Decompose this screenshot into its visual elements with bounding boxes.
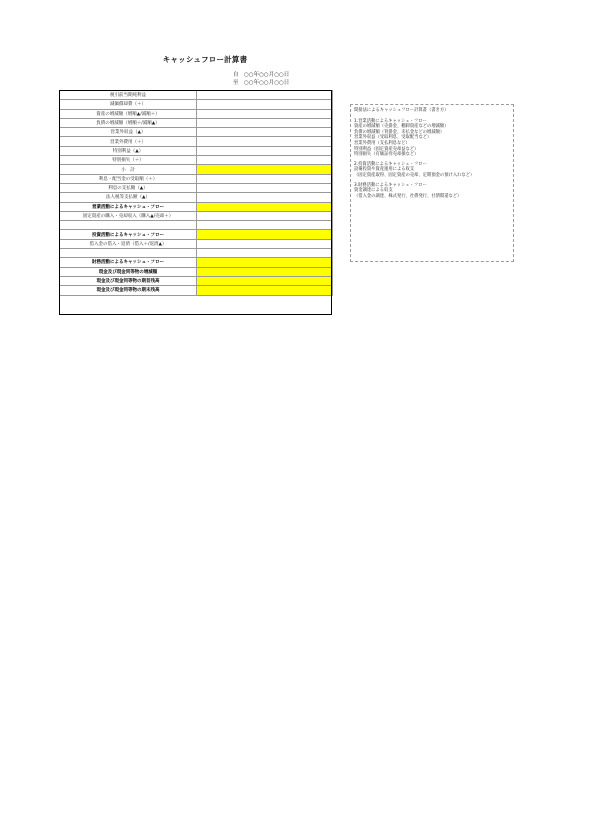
period-range	[233, 71, 289, 87]
row-label: 現金及び現金同等物の期首残高	[60, 276, 197, 285]
row-label: 特別利益（▲）	[60, 146, 197, 155]
table-row	[60, 193, 333, 202]
row-label: 財務活動によるキャッシュ・フロー	[60, 258, 197, 267]
table-row	[60, 239, 333, 248]
table-row	[60, 91, 333, 100]
amount-cell[interactable]	[197, 100, 333, 109]
amount-cell[interactable]	[197, 239, 333, 248]
row-label: 営業活動によるキャッシュ・フロー	[60, 202, 197, 211]
table-row	[60, 165, 333, 174]
row-label: 資産の増減額（増額▲/減額＋）	[60, 109, 197, 118]
instructions-section	[354, 183, 510, 200]
instructions-line: （借入金の調達、株式発行、社債発行、社債償還など）	[354, 193, 462, 199]
instructions-line: 設備投資や資産運用による収支	[354, 167, 415, 173]
amount-cell[interactable]	[197, 193, 333, 202]
row-label: 営業外費用（＋）	[60, 137, 197, 146]
table-row	[60, 156, 333, 165]
table-row	[60, 202, 333, 211]
instructions-sections	[354, 119, 510, 200]
table-row	[60, 183, 333, 192]
table-row	[60, 174, 333, 183]
row-label: 現金及び現金同等物の増減額	[60, 267, 197, 276]
instructions-line: 負債の増減額（買掛金、未払金などの増減額）	[354, 129, 445, 135]
table-row	[60, 211, 333, 220]
table-row	[60, 221, 333, 230]
instructions-section-heading: 2.投資活動によるキャッシュ・フロー	[354, 161, 427, 167]
row-label: 特別損失（＋）	[60, 156, 197, 165]
instructions-line: 資産の増減額（売掛金、棚卸資産などの増減額）	[354, 124, 449, 130]
cash-flow-table	[59, 90, 333, 296]
table-row	[60, 118, 333, 127]
instructions-box	[350, 104, 514, 262]
amount-cell[interactable]	[197, 267, 333, 276]
instructions-line: 資金調達による収支	[354, 188, 393, 194]
page-title: キャッシュフロー計算書	[162, 55, 248, 64]
instructions-title: 間接法によるキャッシュフロー計算書（書き方）	[354, 108, 449, 113]
amount-cell[interactable]	[197, 174, 333, 183]
table-row	[60, 137, 333, 146]
table-row	[60, 286, 333, 295]
row-label: 減価償却費（＋）	[60, 100, 197, 109]
amount-cell[interactable]	[197, 146, 333, 155]
amount-cell[interactable]	[197, 276, 333, 285]
amount-cell[interactable]	[197, 202, 333, 211]
row-label: 固定資産の購入・売却収入（購入▲/売却＋）	[60, 211, 197, 220]
table-row	[60, 100, 333, 109]
table-row	[60, 258, 333, 267]
amount-cell[interactable]	[197, 128, 333, 137]
amount-cell[interactable]	[197, 211, 333, 220]
row-label	[60, 221, 197, 230]
amount-cell[interactable]	[197, 249, 333, 258]
amount-cell[interactable]	[197, 91, 333, 100]
row-label	[60, 249, 197, 258]
row-label: 利息・配当金の受取額（＋）	[60, 174, 197, 183]
amount-cell[interactable]	[197, 109, 333, 118]
row-label: 税引前当期純利益	[60, 91, 197, 100]
table-row	[60, 146, 333, 155]
amount-cell[interactable]	[197, 156, 333, 165]
instructions-section	[354, 119, 510, 158]
amount-cell[interactable]	[197, 137, 333, 146]
instructions-line: 特別損失（有価証券売却損など）	[354, 152, 419, 158]
instructions-line: 営業外費用（支払利息など）	[354, 140, 410, 146]
table-row	[60, 230, 333, 239]
amount-cell[interactable]	[197, 118, 333, 127]
table-row	[60, 128, 333, 137]
table-row	[60, 267, 333, 276]
amount-cell[interactable]	[197, 183, 333, 192]
instructions-section	[354, 162, 510, 179]
instructions-line: 特別利益（固定資産売却益など）	[354, 146, 419, 152]
period-start: 自 ○○年○○月○○日	[233, 72, 290, 78]
instructions-line: 営業外収益（受取利息、受取配当など）	[354, 135, 432, 141]
row-label: 現金及び現金同等物の期末残高	[60, 286, 197, 295]
row-label: 利息の支払額（▲）	[60, 183, 197, 192]
amount-cell[interactable]	[197, 286, 333, 295]
table-row	[60, 109, 333, 118]
row-label: 借入金の借入・返済（借入＋/返済▲）	[60, 239, 197, 248]
row-label: 営業外収益（▲）	[60, 128, 197, 137]
table-row	[60, 249, 333, 258]
table-row	[60, 276, 333, 285]
instructions-line: （固定資産取得、固定資産の売却、定期預金の預け入れなど）	[354, 172, 475, 178]
row-label: 法人税等支払額（▲）	[60, 193, 197, 202]
amount-cell[interactable]	[197, 258, 333, 267]
amount-cell[interactable]	[197, 221, 333, 230]
row-label: 投資活動によるキャッシュ・フロー	[60, 230, 197, 239]
period-end: 至 ○○年○○月○○日	[233, 80, 290, 86]
cash-flow-table-body	[60, 91, 333, 296]
row-label: 小 計	[60, 165, 197, 174]
instructions-section-heading: 3.財務活動によるキャッシュ・フロー	[354, 182, 427, 188]
amount-cell[interactable]	[197, 165, 333, 174]
instructions-section-heading: 1.営業活動によるキャッシュ・フロー	[354, 118, 427, 124]
row-label: 負債の増減額（増額＋/減額▲）	[60, 118, 197, 127]
amount-cell[interactable]	[197, 230, 333, 239]
